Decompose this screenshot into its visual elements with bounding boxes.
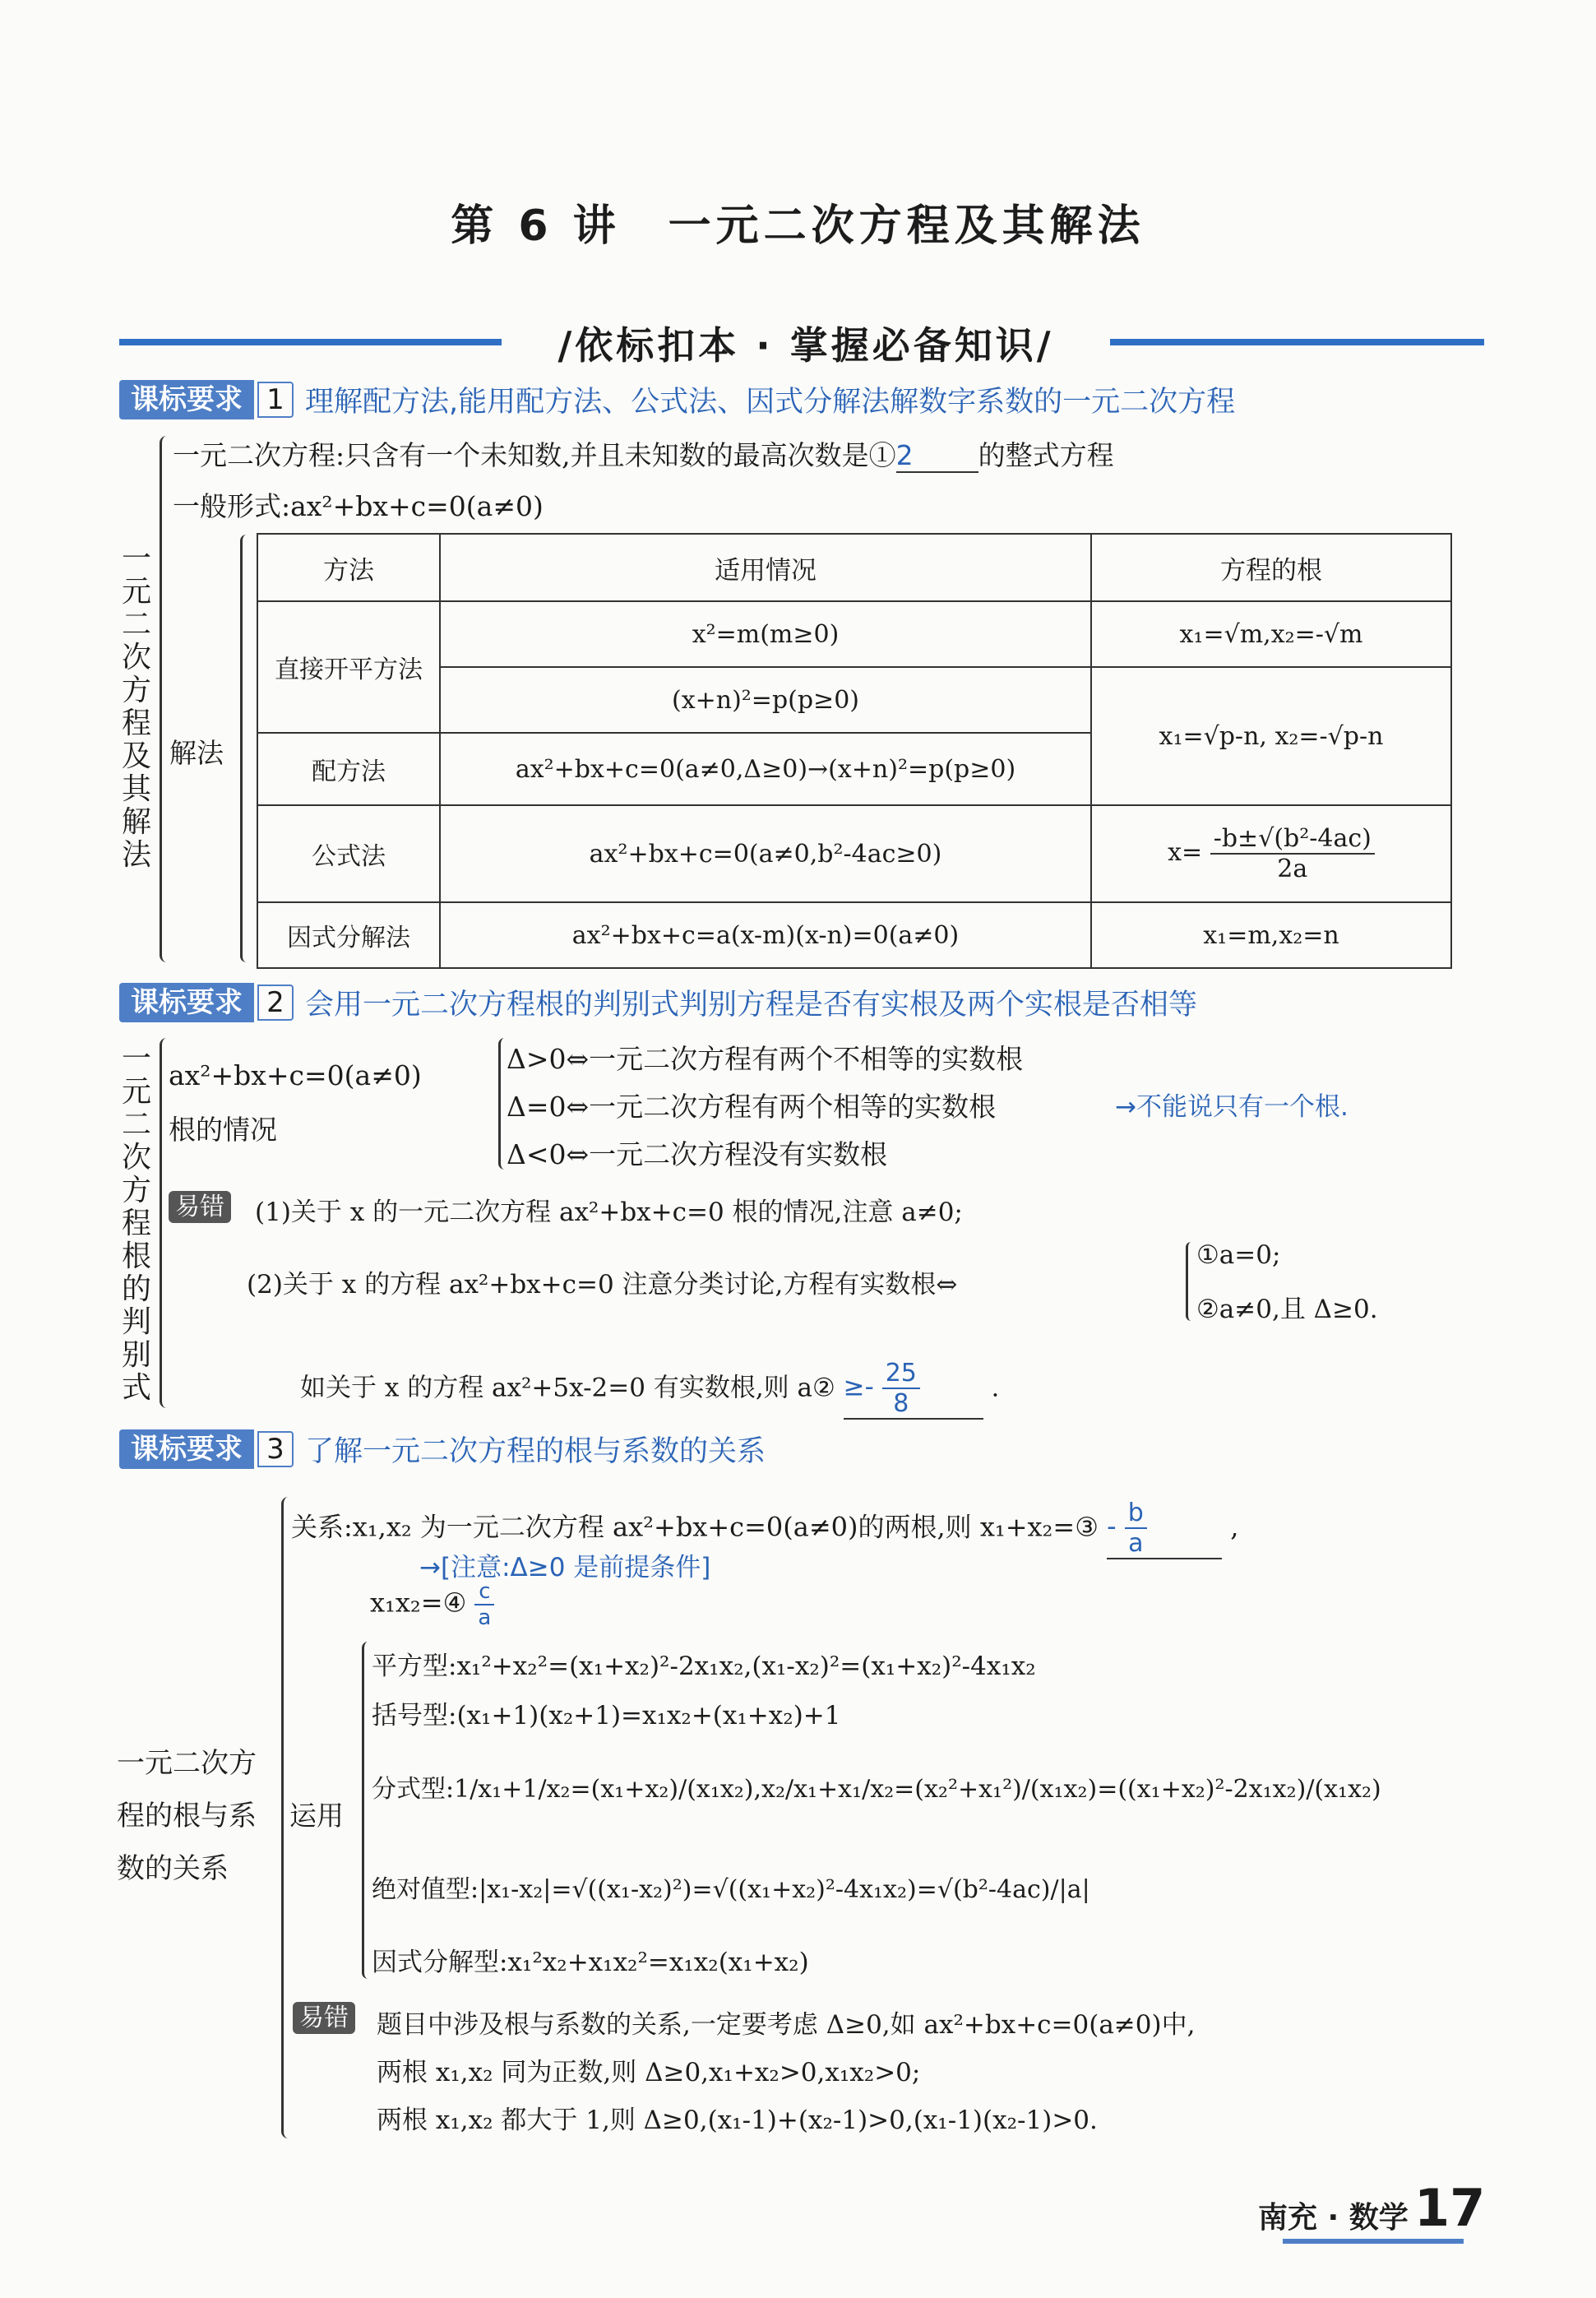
case-direct-2: (x+n)²=p(p≥0) [440, 667, 1091, 733]
answer-2-blank [844, 1359, 983, 1420]
definition-line [173, 434, 1114, 473]
brace-err [1186, 1242, 1196, 1321]
yicuo-badge-1: 易错 [169, 1186, 231, 1222]
answer-2-den: 8 [893, 1389, 909, 1418]
relation-text: 关系:x₁,x₂ 为一元二次方程 ax²+bx+c=0(a≠0)的两根,则 x₁+x₂=③ [291, 1511, 1099, 1543]
root-complete-square: x₁=√p-n, x₂=-√p-n [1091, 667, 1451, 805]
requirement-tag: 课标要求 [119, 380, 254, 419]
error-note-2: (2)关于 x 的方程 ax²+bx+c=0 注意分类讨论,方程有实数根⇔ [247, 1270, 958, 1300]
method-direct: 直接开平方法 [257, 601, 440, 733]
use-label: 运用 [289, 1800, 344, 1832]
root-formula-prefix: x= [1168, 838, 1203, 867]
root-direct: x₁=√m,x₂=-√m [1091, 601, 1451, 667]
requirement-number: 3 [257, 1431, 294, 1467]
example-text: 如关于 x 的方程 ax²+5x-2=0 有实数根,则 a② [300, 1373, 835, 1403]
root-formula-num: -b±√(b²-4ac) [1210, 824, 1375, 855]
error-note-1: (1)关于 x 的一元二次方程 ax²+bx+c=0 根的情况,注意 a≠0; [255, 1198, 963, 1227]
section-banner: /依标扣本 · 掌握必备知识/ [557, 323, 1054, 368]
header-root: 方程的根 [1091, 534, 1451, 601]
use-bracket: 括号型:(x₁+1)(x₂+1)=x₁x₂+(x₁+x₂)+1 [372, 1701, 841, 1730]
answer-3-blank [1107, 1499, 1222, 1559]
header-method: 方法 [257, 534, 440, 601]
root-factor: x₁=m,x₂=n [1091, 902, 1451, 968]
brace-uses [362, 1642, 374, 1979]
method-factor: 因式分解法 [257, 902, 440, 968]
product-line [370, 1579, 494, 1630]
answer-2-fraction [882, 1359, 920, 1418]
brace-1 [160, 436, 173, 962]
requirement-number: 1 [257, 382, 294, 418]
root-formula-fraction [1210, 824, 1375, 883]
requirement-1-header [119, 380, 1235, 419]
example-line [300, 1359, 999, 1420]
side-label-2: 一元二次方程根的判别式 [121, 1042, 151, 1405]
discriminant-eq: ax²+bx+c=0(a≠0) [169, 1059, 422, 1091]
answer-1: 2 [896, 439, 978, 473]
answer-2-prefix: ≥- [843, 1372, 874, 1402]
requirement-text: 会用一元二次方程根的判别式判别方程是否有实根及两个实根是否相等 [305, 989, 1198, 1022]
page-title: 第 6 讲 一元二次方程及其解法 [451, 202, 1145, 251]
root-formula [1091, 805, 1451, 902]
general-form: 一般形式:ax²+bx+c=0(a≠0) [173, 490, 544, 522]
use-absolute: 绝对值型:|x₁-x₂|=√((x₁-x₂)²)=√((x₁+x₂)²-4x₁x₂)=√(b²-4ac)/|a| [372, 1875, 1090, 1904]
case-eq: Δ=0⇔一元二次方程有两个相等的实数根 [507, 1091, 997, 1123]
use-fraction: 分式型:1/x₁+1/x₂=(x₁+x₂)/(x₁x₂),x₂/x₁+x₁/x₂=(x₂²+x₁²)/(x₁x₂)=((x₁+x₂)²-2x₁x₂)/(x₁x₂) [372, 1775, 1381, 1804]
case-complete-square: ax²+bx+c=0(a≠0,Δ≥0)→(x+n)²=p(p≥0) [440, 733, 1091, 805]
page-number: 17 [1414, 2178, 1486, 2238]
discriminant-eq-tail: 根的情况 [169, 1114, 277, 1146]
example-end: . [991, 1373, 1000, 1403]
product-text: x₁x₂=④ [370, 1587, 467, 1619]
definition-tail: 的整式方程 [978, 439, 1114, 471]
requirement-3-header [119, 1429, 766, 1469]
answer-2-num: 25 [882, 1359, 920, 1389]
answer-3-fraction [1125, 1499, 1147, 1558]
handwritten-note-1: →不能说只有一个根. [1115, 1092, 1349, 1122]
footer-label: 南充 · 数学 [1258, 2201, 1409, 2235]
error-note-3-line-2: 两根 x₁,x₂ 同为正数,则 Δ≥0,x₁+x₂>0,x₁x₂>0; [377, 2058, 921, 2087]
case-lt: Δ<0⇔一元二次方程没有实数根 [507, 1138, 888, 1170]
answer-3-prefix: - [1107, 1510, 1117, 1542]
method-complete-square: 配方法 [257, 733, 440, 805]
error-note-2a: ①a=0; [1196, 1240, 1281, 1270]
relation-end: , [1230, 1511, 1239, 1543]
case-gt: Δ>0⇔一元二次方程有两个不相等的实数根 [507, 1043, 1024, 1075]
error-note-3-line-3: 两根 x₁,x₂ 都大于 1,则 Δ≥0,(x₁-1)+(x₂-1)>0,(x₁-1)(x₂-1)>0. [377, 2106, 1098, 2135]
case-factor: ax²+bx+c=a(x-m)(x-n)=0(a≠0) [440, 902, 1091, 968]
answer-4-fraction [474, 1579, 494, 1630]
answer-3-num: b [1125, 1499, 1147, 1529]
brace-2 [160, 1038, 173, 1408]
use-factor: 因式分解型:x₁²x₂+x₁x₂²=x₁x₂(x₁+x₂) [372, 1948, 809, 1977]
handwritten-note-2: →[注意:Δ≥0 是前提条件] [419, 1553, 711, 1582]
case-direct-1: x²=m(m≥0) [440, 601, 1091, 667]
side-label-1: 一元二次方程及其解法 [121, 542, 151, 872]
yicuo-badge-2: 易错 [293, 1997, 355, 2033]
requirement-2-header [119, 983, 1197, 1022]
requirement-text: 了解一元二次方程的根与系数的关系 [305, 1435, 766, 1468]
error-note-2b: ②a≠0,且 Δ≥0. [1196, 1295, 1378, 1324]
footer-underline [1283, 2239, 1464, 2244]
error-note-3-line-1: 题目中涉及根与系数的关系,一定要考虑 Δ≥0,如 ax²+bx+c=0(a≠0)中, [377, 2010, 1196, 2040]
header-case: 适用情况 [440, 534, 1091, 601]
answer-3-den: a [1128, 1529, 1144, 1558]
requirement-tag: 课标要求 [119, 1429, 254, 1469]
requirement-tag: 课标要求 [119, 983, 254, 1022]
side-label-3: 一元二次方程的根与系数的关系 [117, 1747, 257, 1885]
brace-solutions [240, 535, 252, 962]
methods-table [257, 533, 1452, 969]
solution-label: 解法 [169, 737, 224, 769]
requirement-text: 理解配方法,能用配方法、公式法、因式分解法解数字系数的一元二次方程 [305, 386, 1236, 419]
answer-4-den: a [478, 1605, 492, 1630]
use-square: 平方型:x₁²+x₂²=(x₁+x₂)²-2x₁x₂,(x₁-x₂)²=(x₁+x₂)²-4x₁x₂ [372, 1652, 1036, 1681]
answer-4-num: c [474, 1579, 494, 1605]
root-formula-den: 2a [1277, 855, 1308, 883]
requirement-number: 2 [257, 985, 294, 1021]
case-formula: ax²+bx+c=0(a≠0,b²-4ac≥0) [440, 805, 1091, 902]
method-formula: 公式法 [257, 805, 440, 902]
definition-text: 一元二次方程:只含有一个未知数,并且未知数的最高次数是① [173, 439, 896, 471]
